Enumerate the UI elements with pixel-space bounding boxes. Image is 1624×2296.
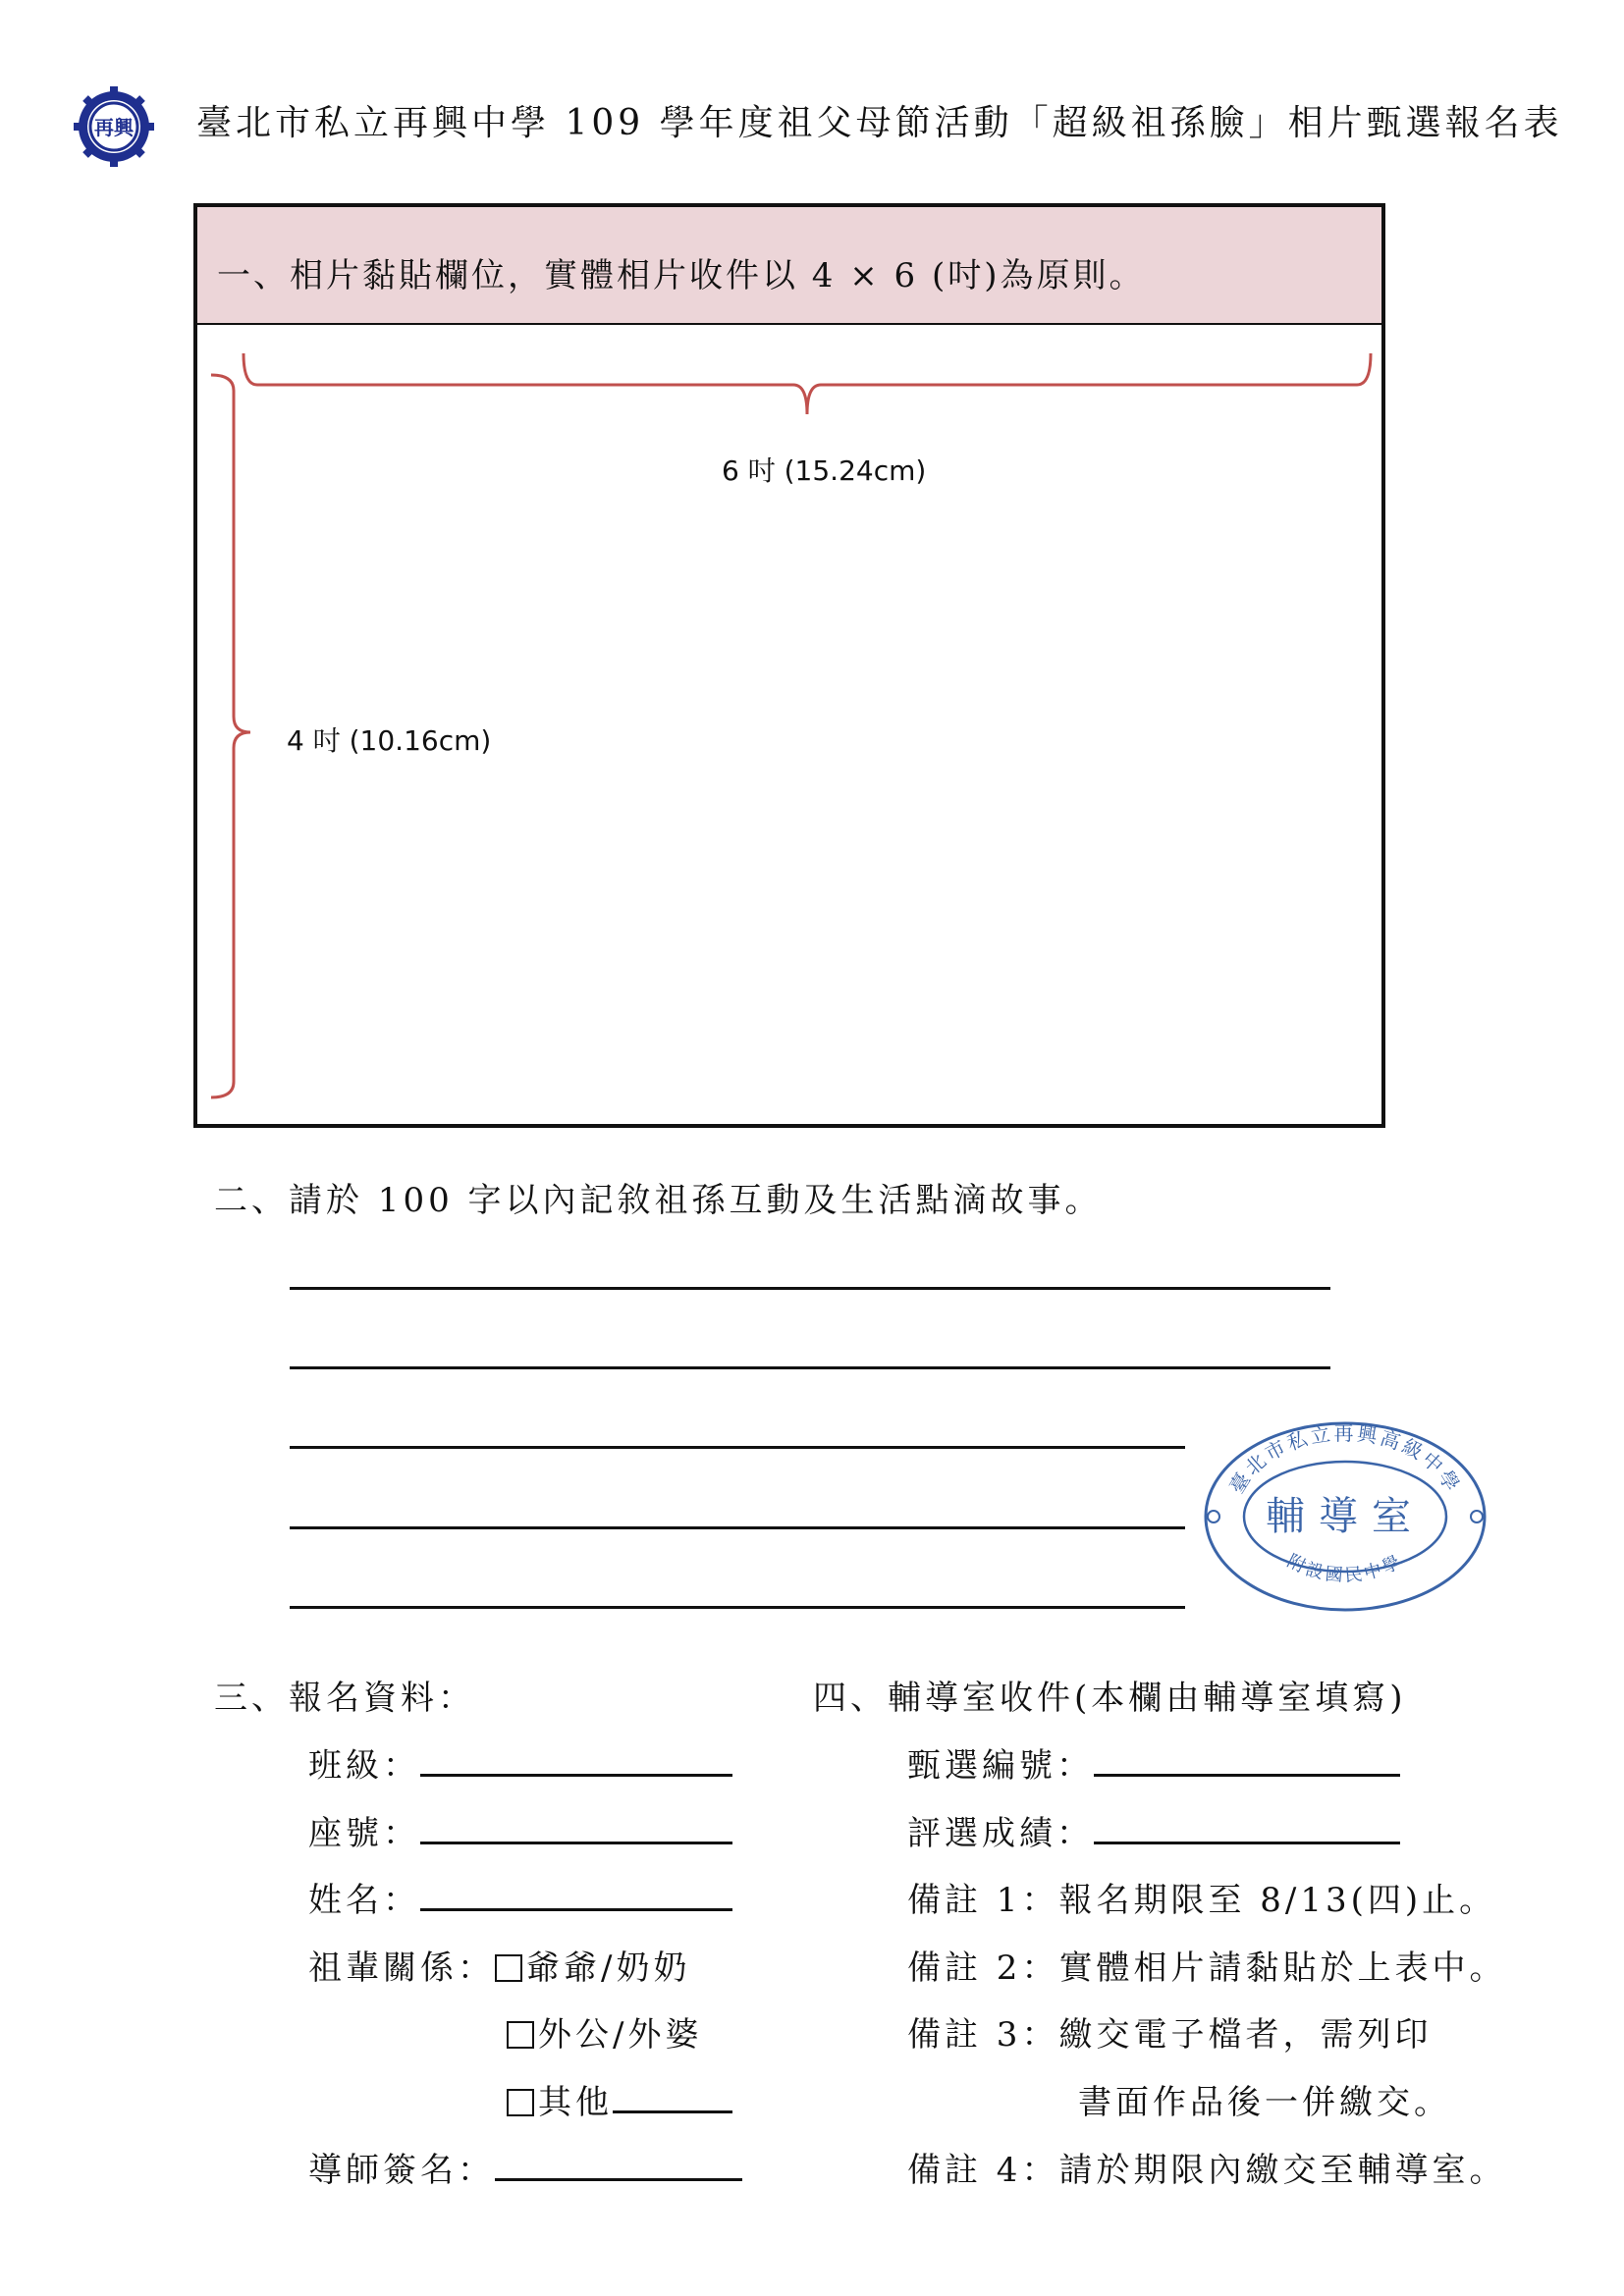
- logo-text: 再興: [94, 116, 134, 139]
- svg-text:附設國民中學: [1284, 1551, 1407, 1586]
- relation-other-field[interactable]: [613, 2081, 732, 2113]
- selection-no-row: [907, 1738, 1400, 1787]
- relation-label: 祖輩關係：: [308, 1949, 495, 1988]
- class-field[interactable]: [420, 1744, 732, 1777]
- relation-checkbox-grandparents[interactable]: [495, 1954, 522, 1982]
- story-section-title: 二、請於 100 字以內記敘祖孫互動及生活點滴故事。: [214, 1181, 1103, 1220]
- height-dimension-label: 4 吋 (10.16cm): [287, 724, 492, 757]
- relation-option-maternal: 外公/外婆: [538, 2015, 703, 2055]
- selection-no-field[interactable]: [1094, 1744, 1400, 1777]
- stamp-outer-text: 臺北市私立再興高級中學: [1224, 1421, 1466, 1498]
- selection-no-label: 甄選編號：: [907, 1746, 1094, 1786]
- page-title: 臺北市私立再興中學 109 學年度祖父母節活動「超級祖孫臉」相片甄選報名表: [196, 103, 1563, 143]
- story-line-3[interactable]: [290, 1446, 1185, 1449]
- score-field[interactable]: [1094, 1812, 1400, 1844]
- class-label: 班級：: [308, 1746, 420, 1786]
- score-label: 評選成績：: [907, 1814, 1094, 1853]
- seat-field[interactable]: [420, 1812, 732, 1844]
- score-row: [907, 1806, 1400, 1854]
- story-line-1[interactable]: [290, 1287, 1330, 1290]
- note-3-line-1: 備註 3：繳交電子檔者，需列印: [907, 2015, 1433, 2055]
- relation-option-grandparents: 爺爺/奶奶: [526, 1949, 691, 1988]
- school-logo: [74, 86, 154, 167]
- stamp-bottom-text: 附設國民中學: [1283, 1550, 1407, 1586]
- story-line-4[interactable]: [290, 1526, 1185, 1529]
- relation-option-other: 其他: [538, 2083, 613, 2122]
- name-field[interactable]: [420, 1879, 732, 1911]
- note-4: 備註 4：請於期限內繳交至輔導室。: [907, 2151, 1507, 2190]
- class-row: [308, 1738, 732, 1787]
- relation-row: [308, 1941, 690, 1989]
- relation-checkbox-other[interactable]: [507, 2089, 534, 2116]
- photo-paste-area: [193, 203, 1385, 1128]
- relation-checkbox-maternal[interactable]: [507, 2021, 534, 2049]
- teacher-sign-row: [308, 2143, 742, 2191]
- teacher-sign-label: 導師簽名：: [308, 2151, 495, 2190]
- name-row: [308, 1873, 732, 1921]
- seat-row: [308, 1806, 732, 1854]
- registration-title: 三、報名資料：: [214, 1679, 475, 1718]
- relation-row-3: [507, 2075, 732, 2123]
- story-line-2[interactable]: [290, 1366, 1330, 1369]
- name-label: 姓名：: [308, 1881, 420, 1920]
- note-2: 備註 2：實體相片請黏貼於上表中。: [907, 1949, 1507, 1988]
- note-3-line-2: 書面作品後一併繳交。: [1078, 2083, 1451, 2122]
- photo-section-header: [197, 207, 1381, 325]
- counseling-office-stamp: [1198, 1414, 1492, 1620]
- story-line-5[interactable]: [290, 1606, 1185, 1609]
- seat-label: 座號：: [308, 1814, 420, 1853]
- width-dimension-label: 6 吋 (15.24cm): [722, 454, 927, 487]
- counseling-title: 四、輔導室收件(本欄由輔導室填寫): [813, 1679, 1407, 1718]
- relation-row-2: [507, 2007, 702, 2056]
- teacher-sign-field[interactable]: [495, 2149, 742, 2181]
- stamp-center-text: 輔導室: [1266, 1494, 1425, 1539]
- photo-section-title: 一、相片黏貼欄位，實體相片收件以 4 × 6 (吋)為原則。: [217, 256, 1146, 295]
- note-1: 備註 1：報名期限至 8/13(四)止。: [907, 1881, 1497, 1920]
